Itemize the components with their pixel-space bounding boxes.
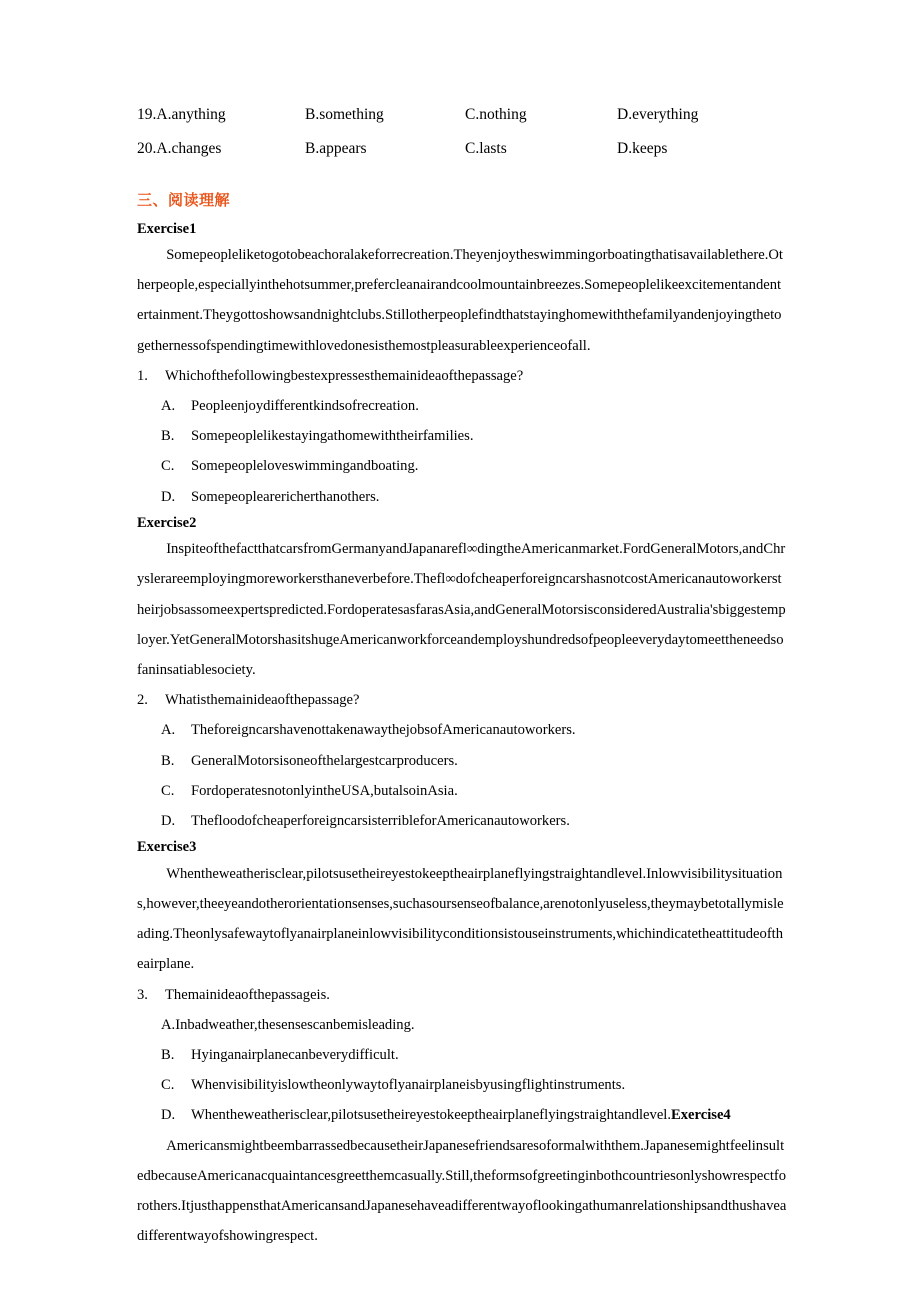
option-text: FordoperatesnotonlyintheUSA,butalsoinAsia. <box>191 782 458 799</box>
question-3-option-d[interactable] <box>137 1100 787 1130</box>
option-letter: A. <box>161 397 176 414</box>
question-1-number: 1. <box>137 367 148 384</box>
option-text: Hyinganairplanecanbeverydifficult. <box>191 1046 399 1063</box>
question-3-text: Themainideaofthepassageis. <box>165 986 330 1003</box>
option-letter: B. <box>161 752 175 769</box>
option-text-body: Whentheweatherisclear,pilotsusetheireyestokeeptheairplaneflyingstraightandlevel. <box>191 1107 672 1124</box>
option-letter: D. <box>161 1107 176 1124</box>
exercise-title-4-inline: Exercise4 <box>671 1107 731 1124</box>
question-2-option-c[interactable] <box>137 776 787 806</box>
exercise-passage-4: AmericansmightbeembarrassedbecausetheirJapanesefriendsaresoformalwiththem.JapanesemightfeelinsultedbecauseAmericanacquaintancesgreetthemcasually.Still,theformsofgreetinginbothcountriesonlyshowrespectforothers.ItjusthappensthatAmericansandJapanesehaveadifferentwayoflookingathumanrelationshipsandthushaveadifferentwayofshowingrespect. <box>137 1137 787 1245</box>
option-letter: B. <box>161 428 175 445</box>
option-text: Peopleenjoydifferentkindsofrecreation. <box>191 397 419 414</box>
question-3 <box>137 980 787 1010</box>
question-1-option-d[interactable] <box>137 482 787 512</box>
question-2-option-d[interactable] <box>137 806 787 836</box>
document-content <box>137 107 787 1251</box>
option-text: GeneralMotorsisoneofthelargestcarproducers. <box>191 752 458 769</box>
question-3-option-a[interactable] <box>137 1010 787 1040</box>
option-text: Somepeoplelikestayingathomewiththeirfamilies. <box>191 428 474 445</box>
question-2-option-a[interactable] <box>137 715 787 745</box>
question-2-number: 2. <box>137 692 148 709</box>
question-3-option-b[interactable] <box>137 1040 787 1070</box>
question-1-option-a[interactable] <box>137 391 787 421</box>
cloze-option-20-c: C.lasts <box>465 140 507 157</box>
question-2 <box>137 685 787 715</box>
cloze-option-19-c: C.nothing <box>465 106 527 123</box>
cloze-option-20-b: B.appears <box>305 140 367 157</box>
option-text: Somepeopleloveswimmingandboating. <box>191 458 419 475</box>
cloze-option-20-d: D.keeps <box>617 140 668 157</box>
option-letter: A. <box>161 722 176 739</box>
question-1-text: Whichofthefollowingbestexpressesthemainideaofthepassage? <box>165 367 524 384</box>
option-text: ThefloodofcheaperforeigncarsisterribleforAmericanautoworkers. <box>191 813 570 830</box>
cloze-row-19 <box>137 107 787 141</box>
question-2-text: Whatisthemainideaofthepassage? <box>165 692 360 709</box>
question-2-option-b[interactable] <box>137 746 787 776</box>
option-text: Inbadweather,thesensescanbemisleading. <box>175 1016 415 1033</box>
option-letter: C. <box>161 782 175 799</box>
option-letter: D. <box>161 488 176 505</box>
option-letter: A. <box>161 1016 176 1033</box>
section-heading-reading-comprehension: 三、阅读理解 <box>137 191 231 209</box>
exercise-passage-1: Somepeopleliketogotobeachoralakeforrecreation.Theyenjoytheswimmingorboatingthatisavailablethere.Otherpeople,especiallyinthehotsummer,prefercleanairandcoolmountainbreezes.Somepeoplelikeexcitementandentertainment.Theygottoshowsandnightclubs.Stillotherpeoplefindthatstayinghomewiththefamilyandenjoyingthetogethernessofspendingtimewithlovedonesisthemostpleasurableexperienceofall. <box>137 246 783 354</box>
option-letter: C. <box>161 458 175 475</box>
question-3-number: 3. <box>137 986 148 1003</box>
option-text <box>191 1100 787 1130</box>
option-text: TheforeigncarshavenottakenawaythejobsofAmericanautoworkers. <box>191 722 576 739</box>
cloze-option-19-b: B.something <box>305 106 384 123</box>
option-text: Whenvisibilityislowtheonlywaytoflyanairplaneisbyusingflightinstruments. <box>191 1077 626 1094</box>
exercise-passage-2: InspiteofthefactthatcarsfromGermanyandJapanarefl∞dingtheAmericanmarket.FordGeneralMotors,andChryslerareemployingmoreworkersthaneverbefore.Thefl∞dofcheaperforeigncarshasnotcostAmericanautoworkerstheirjobsassomeexpertspredicted.FordoperatesasfarasAsia,andGeneralMotorsisconsideredAustralia'sbiggestemployer.YetGeneralMotorshasitshugeAmericanworkforceandemployshundredsofpeopleeverydaytomeettheneedsofaninsatiablesociety. <box>137 541 786 679</box>
cloze-option-20-a: 20.A.changes <box>137 140 222 157</box>
exercise-title-3: Exercise3 <box>137 839 197 856</box>
exercise-title-1: Exercise1 <box>137 220 197 237</box>
question-1 <box>137 361 787 391</box>
question-1-option-b[interactable] <box>137 421 787 451</box>
exercise-passage-3: Whentheweatherisclear,pilotsusetheireyestokeeptheairplaneflyingstraightandlevel.Inlowvisibilitysituations,however,theeyeandotherorientationsenses,suchasoursenseofbalance,arenotonlyuseless,theymaybetotallymisleading.Theonlysafewaytoflyanairplaneinlowvisibilityconditionsistouseinstruments,whichindicatetheattitudeoftheairplane. <box>137 865 784 973</box>
option-letter: C. <box>161 1077 175 1094</box>
question-1-option-c[interactable] <box>137 451 787 481</box>
option-letter: D. <box>161 813 176 830</box>
option-letter: B. <box>161 1046 175 1063</box>
option-text: Somepeoplearericherthanothers. <box>191 488 380 505</box>
exercise-title-2: Exercise2 <box>137 514 197 531</box>
question-3-option-c[interactable] <box>137 1070 787 1100</box>
cloze-option-19-a: 19.A.anything <box>137 106 226 123</box>
cloze-option-19-d: D.everything <box>617 106 699 123</box>
cloze-row-20 <box>137 141 787 175</box>
